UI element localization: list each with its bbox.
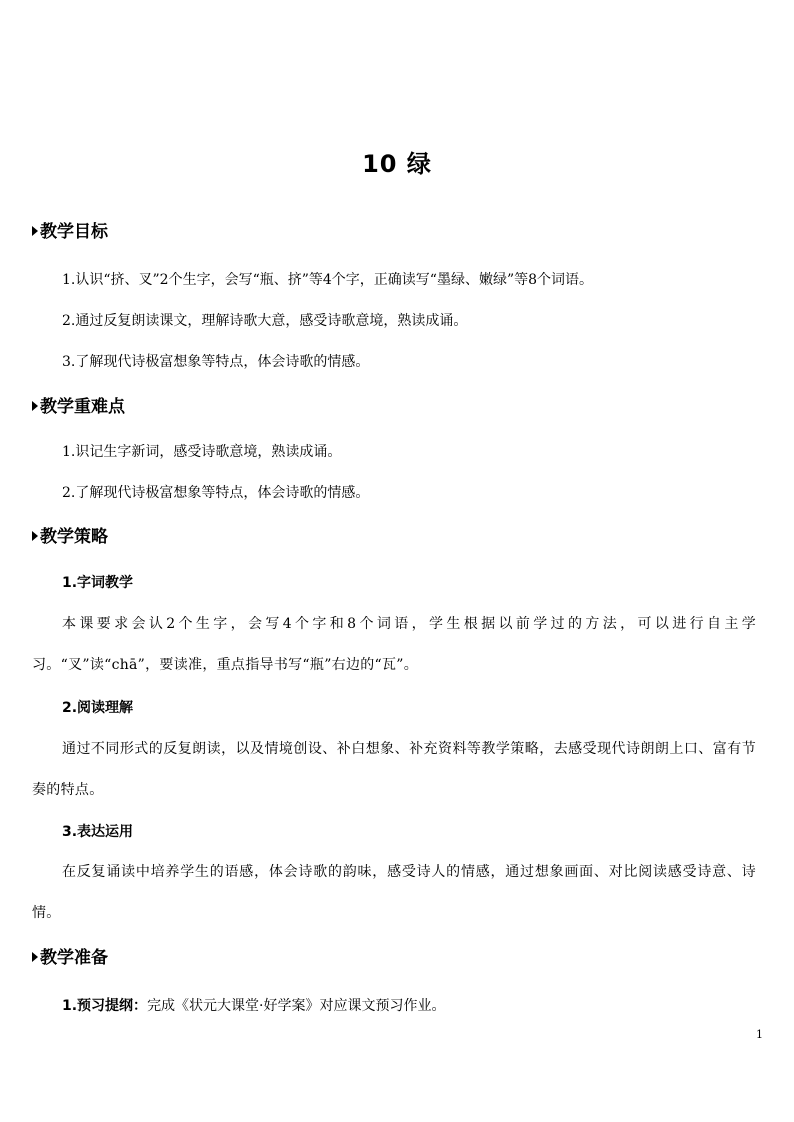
triangle-bullet-icon	[32, 401, 38, 411]
preparation-text: 完成《状元大课堂·好学案》对应课文预习作业。	[147, 998, 446, 1014]
strategy-paragraph-3: 在反复诵读中培养学生的语感，体会诗歌的韵味，感受诗人的情感，通过想象画面、对比阅读感受诗意、诗情。	[32, 864, 756, 921]
strategy-subheading-2: 2.阅读理解	[62, 700, 134, 716]
triangle-bullet-icon	[32, 226, 38, 236]
key-point-item-2: 2.了解现代诗极富想象等特点，体会诗歌的情感。	[62, 485, 370, 501]
triangle-bullet-icon	[32, 952, 38, 962]
key-point-item-1: 1.识记生字新词，感受诗歌意境，熟读成诵。	[62, 444, 342, 460]
strategy-subheading-1: 1.字词教学	[62, 575, 134, 591]
section-heading-strategies	[32, 525, 108, 549]
section-heading-key-points	[32, 395, 125, 419]
lesson-title: 10 绿	[362, 150, 432, 178]
strategy-paragraph-1: 本课要求会认2个生字，会写4个字和8个词语，学生根据以前学过的方法，可以进行自主学习。“叉”读“chā”，要读准，重点指导书写“瓶”右边的“瓦”。	[32, 616, 756, 673]
triangle-bullet-icon	[32, 531, 38, 541]
section-heading-text: 教学准备	[40, 948, 108, 968]
section-heading-text: 教学重难点	[40, 397, 125, 417]
preparation-item-1	[62, 995, 446, 1017]
section-heading-preparation	[32, 946, 108, 970]
strategy-subheading-3: 3.表达运用	[62, 824, 134, 840]
objective-item-1: 1.认识“挤、叉”2个生字，会写“瓶、挤”等4个字，正确读写“墨绿、嫩绿”等8个词语。	[62, 272, 594, 288]
section-heading-objectives	[32, 220, 108, 244]
strategy-paragraph-2: 通过不同形式的反复朗读，以及情境创设、补白想象、补充资料等教学策略，去感受现代诗朗朗上口、富有节奏的特点。	[32, 741, 756, 798]
objective-item-2: 2.通过反复朗读课文，理解诗歌大意，感受诗歌意境，熟读成诵。	[62, 313, 468, 329]
objective-item-3: 3.了解现代诗极富想象等特点，体会诗歌的情感。	[62, 354, 370, 370]
preparation-label: 1.预习提纲：	[62, 998, 148, 1014]
section-heading-text: 教学目标	[40, 222, 108, 242]
section-heading-text: 教学策略	[40, 527, 108, 547]
page-number: 1	[756, 1028, 763, 1041]
